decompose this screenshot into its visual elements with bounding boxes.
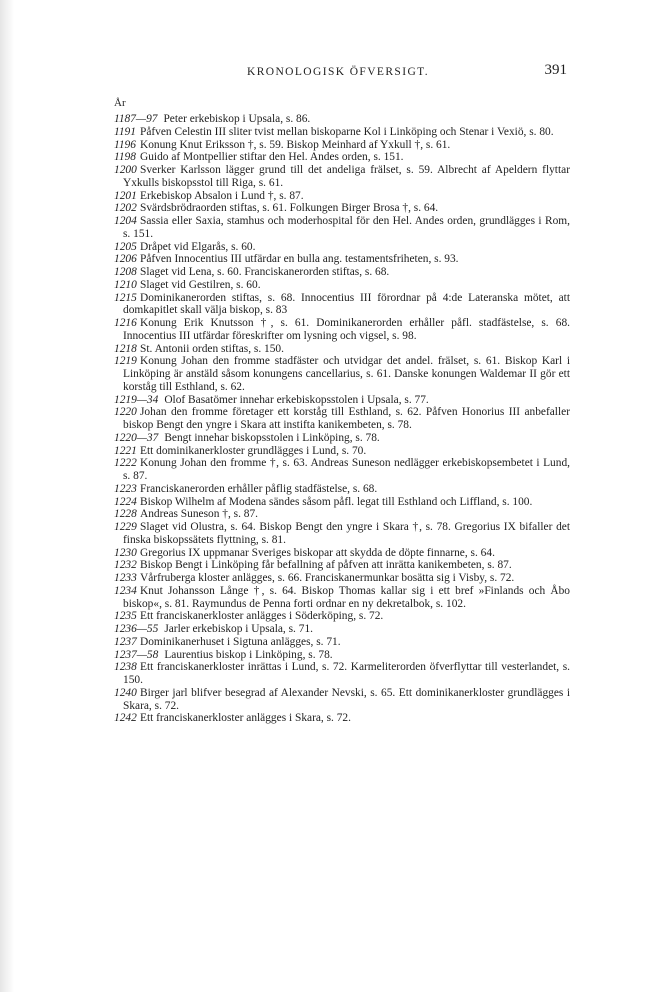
- entry-text: Ett franciskanerkloster anlägges i Skara, s. 72.: [140, 712, 351, 725]
- entry-text: Peter erkebiskop i Upsala, s. 86.: [163, 113, 311, 125]
- chronology-entry: [114, 202, 570, 215]
- entry-year: 1238: [114, 661, 137, 674]
- chronology-entry: [114, 266, 570, 279]
- chronology-entry: [114, 585, 570, 611]
- entry-year: 1187—97: [114, 113, 158, 125]
- entry-text: Biskop Wilhelm af Modena sändes såsom påfl. legat till Esthland och Liffland, s. 100.: [140, 495, 533, 508]
- chronology-entry: [114, 151, 570, 164]
- entry-year: 1205: [114, 240, 137, 253]
- chronology-entry: [114, 547, 570, 560]
- chronology-entry: [114, 190, 570, 203]
- chronology-entry: [114, 445, 570, 458]
- entry-year: 1201: [114, 189, 137, 202]
- chronology-entry: [114, 432, 570, 445]
- entry-year: 1204: [114, 215, 137, 227]
- page-header: [110, 62, 566, 82]
- entry-text: Bengt innehar biskopsstolen i Linköping, s. 78.: [164, 431, 380, 444]
- entry-text: Dominikanerhuset i Sigtuna anlägges, s. 71.: [140, 635, 341, 648]
- entry-text: Erkebiskop Absalon i Lund †, s. 87.: [140, 189, 304, 202]
- entry-year: 1196: [114, 138, 136, 151]
- entry-text: Jarler erkebiskop i Upsala, s. 71.: [164, 623, 313, 635]
- chronology-entry: [114, 572, 570, 585]
- entry-year: 1220: [114, 406, 137, 419]
- entry-year: 1220—37: [114, 431, 159, 444]
- running-title: KRONOLOGISK ÖFVERSIGT.: [246, 66, 429, 78]
- entry-text: Franciskanerorden erhåller påflig stadfästelse, s. 68.: [140, 482, 378, 495]
- entry-year: 1215: [114, 291, 137, 304]
- entry-text: Olof Basatömer innehar erkebiskopsstolen i Upsala, s. 77.: [164, 393, 429, 406]
- entry-text: Konung Johan den fromme stadfäster och utvidgar det andel. frälset, s. 61. Biskop Karl i Linköping är anstäld såsom konungens cancellarius, s. 61. Danske konungen Waldemar II gör ett korståg till Esthland, s. 62.: [123, 355, 570, 393]
- entry-year: 1236—55: [114, 623, 159, 635]
- chronology-entry: [114, 610, 570, 623]
- chronology-entry: [114, 355, 570, 393]
- entry-text: Ett dominikanerkloster grundlägges i Lund, s. 70.: [140, 444, 367, 457]
- entry-text: Påfven Celestin III sliter tvist mellan biskoparne Kol i Linköping och Stenar i Vexiö, s. 80.: [140, 125, 554, 138]
- chronology-entry: [114, 317, 570, 343]
- entry-year: 1222: [114, 457, 137, 470]
- entry-text: Guido af Montpellier stiftar den Hel. Andes orden, s. 151.: [140, 151, 404, 164]
- entry-text: Knut Johansson Långe †, s. 64. Biskop Thomas kallar sig i ett bref »Finlands och Åbo biskop«, s. 81. Raymundus de Penna forti ordnar en ny dekretalbok, s. 102.: [123, 584, 570, 610]
- chronology-entry: [114, 508, 570, 521]
- entry-year: 1233: [114, 572, 137, 584]
- chronology-entry: [114, 457, 570, 483]
- entry-year: 1200: [114, 164, 137, 176]
- chronology-entry: [114, 636, 570, 649]
- entry-text: St. Antonii orden stiftas, s. 150.: [140, 342, 284, 355]
- chronology-entry: [114, 139, 570, 152]
- entry-text: Ett franciskanerkloster anlägges i Söderköping, s. 72.: [140, 610, 384, 623]
- chronology-entry: [114, 343, 570, 356]
- entry-year: 1198: [114, 151, 136, 164]
- chronology-entry: [114, 496, 570, 509]
- entry-year: 1202: [114, 202, 137, 215]
- entry-text: Dråpet vid Elgarås, s. 60.: [140, 240, 256, 253]
- entry-year: 1221: [114, 444, 137, 457]
- entry-year: 1224: [114, 495, 137, 508]
- chronology-list: [114, 113, 570, 725]
- entry-year: 1216: [114, 317, 137, 329]
- entry-year: 1219—34: [114, 393, 159, 406]
- chronology-entry: [114, 241, 570, 254]
- chronology-entry: [114, 113, 570, 126]
- year-column-label: År: [114, 97, 126, 109]
- entry-year: 1235: [114, 610, 137, 623]
- entry-text: Johan den fromme företager ett korståg till Esthland, s. 62. Påfven Honorius III anbefaller biskop Bengt den yngre i Skara att instifta kanikembeten, s. 78.: [123, 406, 570, 431]
- chronology-entry: [114, 215, 570, 241]
- entry-text: Vårfruberga kloster anlägges, s. 66. Franciskanermunkar bosätta sig i Visby, s. 72.: [140, 572, 515, 584]
- entry-year: 1206: [114, 253, 137, 266]
- entry-year: 1229: [114, 521, 137, 533]
- entry-text: Dominikanerorden stiftas, s. 68. Innocentius III förordnar på 4:de Lateranska mötet, att domkapitlet skall välja biskop, s. 83: [123, 291, 570, 317]
- page-edge-shadow: [0, 0, 14, 992]
- entry-year: 1237: [114, 635, 137, 648]
- entry-text: Svärdsbrödraorden stiftas, s. 61. Folkungen Birger Brosa †, s. 64.: [140, 202, 439, 215]
- chronology-entry: [114, 661, 570, 687]
- entry-text: Ett franciskanerkloster inrättas i Lund, s. 72. Karmeliterorden öfverflyttar till vesterlandet, s. 150.: [123, 661, 570, 686]
- entry-year: 1240: [114, 686, 137, 699]
- entry-text: Biskop Bengt i Linköping får befallning af påfven att inrätta kanikembeten, s. 87.: [140, 559, 512, 572]
- chronology-entry: [114, 292, 570, 318]
- chronology-entry: [114, 687, 570, 713]
- entry-text: Sverker Karlsson lägger grund till det andeliga frälset, s. 59. Albrecht af Apeldern flyttar Yxkulls biskopsstol till Riga, s. 61.: [123, 164, 570, 189]
- entry-year: 1237—58: [114, 648, 159, 661]
- entry-text: Slaget vid Gestilren, s. 60.: [140, 278, 261, 291]
- chronology-entry: [114, 406, 570, 432]
- chronology-entry: [114, 712, 570, 725]
- chronology-entry: [114, 394, 570, 407]
- entry-text: Gregorius IX uppmanar Sveriges biskopar att skydda de döpte finnarne, s. 64.: [140, 546, 495, 559]
- entry-year: 1234: [114, 584, 137, 597]
- chronology-entry: [114, 126, 570, 139]
- entry-year: 1218: [114, 342, 137, 355]
- chronology-entry: [114, 279, 570, 292]
- entry-year: 1208: [114, 266, 137, 278]
- chronology-entry: [114, 483, 570, 496]
- entry-year: 1219: [114, 355, 137, 368]
- chronology-entry: [114, 253, 570, 266]
- entry-year: 1232: [114, 559, 137, 572]
- page-number: 391: [544, 62, 567, 78]
- entry-text: Konung Knut Eriksson †, s. 59. Biskop Meinhard af Yxkull †, s. 61.: [140, 138, 451, 151]
- entry-year: 1230: [114, 546, 137, 559]
- entry-text: Birger jarl blifver besegrad af Alexander Nevski, s. 65. Ett dominikanerkloster grundlägges i Skara, s. 72.: [123, 686, 570, 712]
- chronology-entry: [114, 559, 570, 572]
- entry-text: Sassia eller Saxia, stamhus och moderhospital för den Hel. Andes orden, grundlägges i Rom, s. 151.: [123, 215, 570, 240]
- chronology-entry: [114, 649, 570, 662]
- chronology-entry: [114, 164, 570, 190]
- entry-year: 1242: [114, 712, 137, 725]
- entry-text: Konung Erik Knutsson †, s. 61. Dominikanerorden erhåller påfl. stadfästelse, s. 68. Innocentius III utfärdar föreskrifter om lysning och vigsel, s. 98.: [123, 317, 570, 342]
- entry-year: 1223: [114, 482, 137, 495]
- entry-text: Laurentius biskop i Linköping, s. 78.: [164, 648, 333, 661]
- entry-text: Slaget vid Lena, s. 60. Franciskanerorden stiftas, s. 68.: [140, 266, 390, 278]
- entry-year: 1210: [114, 278, 137, 291]
- entry-text: Slaget vid Olustra, s. 64. Biskop Bengt den yngre i Skara †, s. 78. Gregorius IX bifaller det finska biskopssätets flyttning, s. 81.: [123, 521, 570, 546]
- chronology-entry: [114, 521, 570, 547]
- entry-text: Konung Johan den fromme †, s. 63. Andreas Suneson nedlägger erkebiskopsembetet i Lund, s. 87.: [123, 457, 570, 482]
- entry-year: 1228: [114, 508, 137, 521]
- chronology-entry: [114, 623, 570, 636]
- entry-text: Andreas Suneson †, s. 87.: [140, 508, 259, 521]
- entry-year: 1191: [114, 125, 136, 138]
- entry-text: Påfven Innocentius III utfärdar en bulla ang. testamentsfriheten, s. 93.: [140, 253, 459, 266]
